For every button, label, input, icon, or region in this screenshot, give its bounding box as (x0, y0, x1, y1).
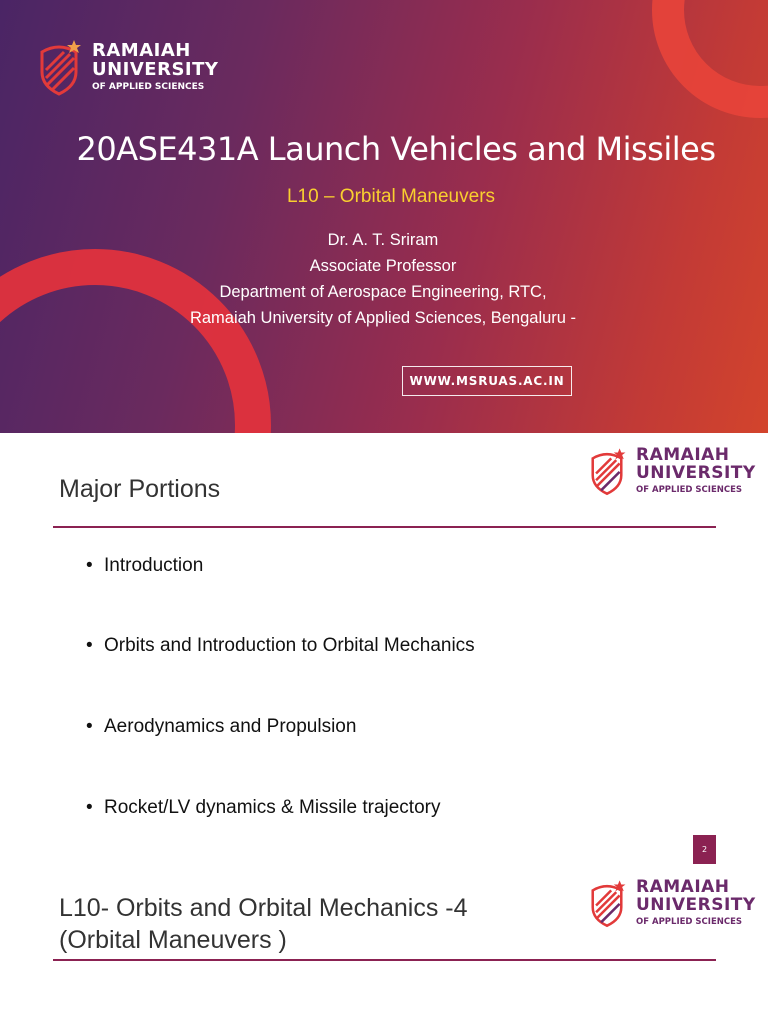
university-emblem-icon (586, 877, 628, 929)
slide-title-line-1: L10- Orbits and Orbital Mechanics -4 (59, 894, 468, 922)
logo-line-university: UNIVERSITY (636, 463, 756, 484)
university-logo (34, 38, 218, 96)
course-title: 20ASE431A Launch Vehicles and Missiles (76, 130, 716, 168)
slide-title: Major Portions (59, 475, 221, 503)
bullet-item: • Rocket/LV dynamics & Missile trajectory (86, 797, 440, 819)
content-slide-major-portions (0, 433, 768, 865)
title-divider (53, 959, 716, 961)
logo-line-ramaiah: RAMAIAH (636, 877, 730, 898)
presenter-department: Department of Aerospace Engineering, RTC, (219, 283, 547, 301)
presenter-name: Dr. A. T. Sriram (327, 231, 439, 249)
logo-line-university: UNIVERSITY (636, 895, 756, 916)
page-number-badge: 2 (693, 835, 716, 864)
logo-line-ramaiah: RAMAIAH (636, 445, 730, 466)
logo-line-university: UNIVERSITY (92, 59, 219, 80)
title-divider (53, 526, 716, 528)
university-logo-text (636, 447, 756, 495)
university-emblem-icon (586, 445, 628, 497)
logo-line-applied-sciences: OF APPLIED SCIENCES (92, 82, 205, 92)
content-slide-orbital-maneuvers (0, 865, 768, 1024)
bullet-item: • Orbits and Introduction to Orbital Mechanics (86, 635, 475, 657)
logo-line-ramaiah: RAMAIAH (92, 40, 191, 61)
bullet-item: • Introduction (86, 555, 203, 577)
presenter-university: Ramaiah University of Applied Sciences, Bengaluru - (189, 309, 577, 327)
slide-title (59, 892, 468, 956)
university-logo (586, 445, 756, 497)
lecture-subtitle: L10 – Orbital Maneuvers (286, 186, 496, 207)
slide-title-line-2: (Orbital Maneuvers ) (59, 926, 287, 954)
university-logo-text (92, 42, 218, 92)
presenter-role: Associate Professor (309, 257, 457, 275)
website-link[interactable]: WWW.MSRUAS.AC.IN (402, 366, 572, 396)
logo-line-applied-sciences: OF APPLIED SCIENCES (636, 917, 743, 928)
university-logo-text (636, 879, 756, 927)
university-emblem-icon (34, 38, 84, 96)
logo-line-applied-sciences: OF APPLIED SCIENCES (636, 485, 743, 496)
university-logo (586, 877, 756, 929)
presenter-info (0, 227, 766, 331)
title-slide (0, 0, 768, 433)
bullet-item: • Aerodynamics and Propulsion (86, 716, 356, 738)
